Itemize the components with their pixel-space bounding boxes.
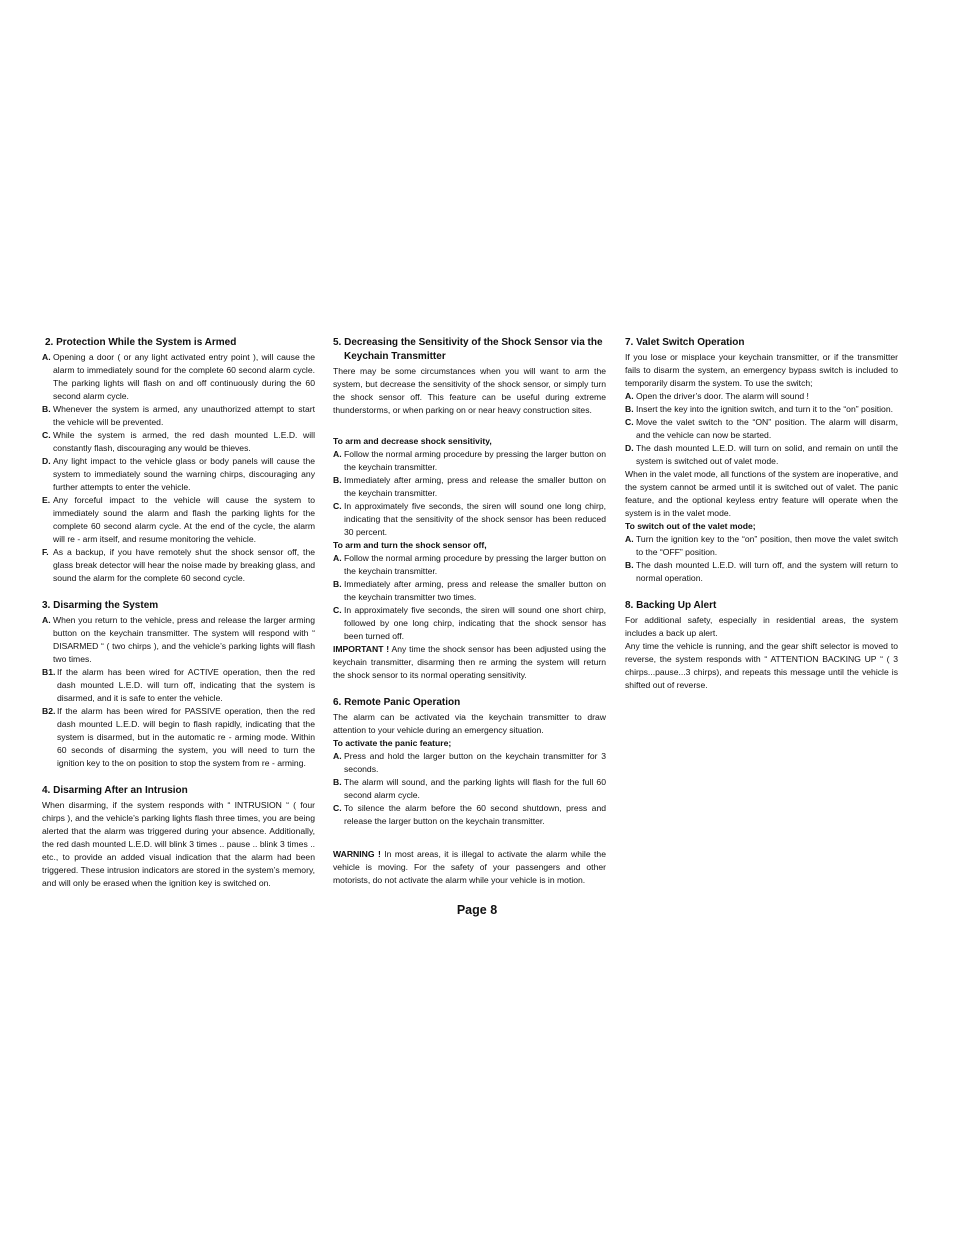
panic-list (333, 750, 606, 828)
item-text: As a backup, if you have remotely shut the shock sensor off, the glass break detector will hear the noise made by breaking glass, and sound the alarm for the complete 60 second cycle. (53, 547, 315, 583)
page-number: Page 8 (456, 903, 498, 917)
item-letter: A. (333, 751, 342, 761)
backup-text-1: For additional safety, especially in residential areas, the system includes a back up alert. (625, 615, 898, 638)
item-letter: E. (42, 495, 51, 505)
item-text: The dash mounted L.E.D. will turn on solid, and remain on until the system is switched out of valet mode. (636, 443, 898, 466)
item-text: The dash mounted L.E.D. will turn off, and the system will return to normal operation. (636, 560, 898, 583)
item-letter: B2. (42, 706, 56, 716)
item-text: In approximately five seconds, the siren will sound one short chirp, followed by one long chirp, indicating that the shock sensor has been turned off. (344, 605, 606, 641)
item-text: If the alarm has been wired for ACTIVE operation, then the red dash mounted L.E.D. will turn off, indicating that the system is disarmed, and it is safe to enter the vehicle. (57, 667, 315, 703)
backup-text-2: Any time the vehicle is running, and the gear shift selector is moved to reverse, the system responds with “ ATTENTION BACKING UP “ ( 3 chirps...pause...3 chirps), and repeats this message until the vehicle is shifted out of reverse. (625, 641, 898, 690)
column-right (625, 336, 898, 692)
list-item (42, 455, 315, 494)
item-text: To silence the alarm before the 60 second shutdown, press and release the larger button on the keychain transmitter. (344, 803, 606, 826)
warning-label: WARNING ! (333, 849, 381, 859)
valet-exit-list (625, 533, 898, 585)
list-item (42, 494, 315, 546)
item-letter: D. (625, 443, 634, 453)
item-text: When you return to the vehicle, press and release the larger arming button on the keychain transmitter. The system will respond with “ DISARMED “ ( two chirps ), and the vehicle’s parking lights will flash two times. (53, 615, 315, 664)
column-middle (333, 336, 606, 887)
list-item (333, 500, 606, 539)
list-item (333, 552, 606, 578)
item-letter: B. (333, 475, 342, 485)
valet-mode-text: When in the valet mode, all functions of the system are inoperative, and the system cannot be armed until it is switched out of valet. The panic feature, and the optional keyless entry feature will operate when the system is in the valet mode. (625, 469, 898, 518)
panic-intro: The alarm can be activated via the keychain transmitter to draw attention to your vehicle during an emergency situation. (333, 712, 606, 735)
item-text: Immediately after arming, press and release the smaller button on the keychain transmitter two times. (344, 579, 606, 602)
item-letter: B1. (42, 667, 56, 677)
item-letter: C. (42, 430, 51, 440)
sensor-off-heading: To arm and turn the shock sensor off, (333, 540, 487, 550)
list-item (42, 546, 315, 585)
item-text: Follow the normal arming procedure by pressing the larger button on the keychain transmitter. (344, 449, 606, 472)
important-label: IMPORTANT ! (333, 644, 390, 654)
section-title-shock-sensor: 5. Decreasing the Sensitivity of the Shock Sensor via the Keychain Transmitter (333, 337, 603, 362)
decrease-sensitivity-heading: To arm and decrease shock sensitivity, (333, 436, 492, 446)
item-text: Follow the normal arming procedure by pressing the larger button on the keychain transmitter. (344, 553, 606, 576)
item-text: Move the valet switch to the “ON” position. The alarm will disarm, and the vehicle can now be started. (636, 417, 898, 440)
item-text: Turn the ignition key to the “on” position, then move the valet switch to the “OFF” position. (636, 534, 898, 557)
list-item (333, 750, 606, 776)
list-item (42, 351, 315, 403)
item-letter: C. (625, 417, 634, 427)
list-item (333, 474, 606, 500)
list-item (42, 403, 315, 429)
item-text: Immediately after arming, press and release the smaller button on the keychain transmitter. (344, 475, 606, 498)
item-letter: A. (625, 534, 634, 544)
item-letter: C. (333, 501, 342, 511)
warning-text: In most areas, it is illegal to activate the alarm while the vehicle is moving. For the safety of your passengers and other motorists, do not activate the alarm while your vehicle is in motion. (333, 849, 606, 885)
section-title-backup: 8. Backing Up Alert (625, 600, 717, 611)
shock-sensor-intro: There may be some circumstances when you will want to arm the system, but decrease the sensitivity of the shock sensor, or simply turn the shock sensor off. This feature can be useful during extreme thunderstorms, or when parking on or near heavy construction sites. (333, 366, 606, 415)
section-title-panic: 6. Remote Panic Operation (333, 697, 461, 708)
sensor-off-list (333, 552, 606, 643)
item-text: Insert the key into the ignition switch, and turn it to the “on” position. (636, 404, 893, 414)
list-item (42, 705, 315, 770)
item-letter: A. (333, 553, 342, 563)
item-text: Any forceful impact to the vehicle will cause the system to immediately sound the alarm and flash the parking lights for the complete 60 second alarm cycle. At the end of the cycle, the alarm will re - arm itself, and resume monitoring the vehicle. (53, 495, 315, 544)
item-text: Open the driver’s door. The alarm will sound ! (636, 391, 809, 401)
section-title-disarming: 3. Disarming the System (42, 600, 159, 611)
item-letter: F. (42, 547, 49, 557)
list-item (625, 533, 898, 559)
valet-intro: If you lose or misplace your keychain transmitter, or if the transmitter fails to disarm the system, an emergency bypass switch is included to temporarily disarm the system. To use the switch; (625, 352, 898, 388)
valet-exit-heading: To switch out of the valet mode; (625, 521, 756, 531)
list-item (625, 559, 898, 585)
item-text: The alarm will sound, and the parking lights will flash for the full 60 second alarm cycle. (344, 777, 606, 800)
section-title-valet: 7. Valet Switch Operation (625, 337, 745, 348)
item-letter: A. (333, 449, 342, 459)
list-item (42, 614, 315, 666)
list-item (625, 442, 898, 468)
protection-list (42, 351, 315, 585)
list-item (333, 802, 606, 828)
item-letter: B. (333, 579, 342, 589)
item-letter: C. (333, 803, 342, 813)
list-item (42, 429, 315, 455)
item-text: In approximately five seconds, the siren will sound one long chirp, indicating that the sensitivity of the shock sensor has been reduced 30 percent. (344, 501, 606, 537)
item-text: Opening a door ( or any light activated entry point ), will cause the alarm to immediately sound for the complete 60 second alarm cycle. The parking lights will flash on and off continuously during the 60 second alarm cycle. (53, 352, 315, 401)
important-note (333, 643, 606, 682)
item-letter: B. (333, 777, 342, 787)
list-item (333, 448, 606, 474)
intrusion-text: When disarming, if the system responds with “ INTRUSION “ ( four chirps ), and the vehicle’s parking lights flash three times, you are being alerted that the alarm was triggered during your absence. Additionally, the red dash mounted L.E.D. will blink 3 times .. pause .. blink 3 times .. etc., to provide an added visual indication that the alarm had been triggered. These intrusion indicators are stored in the system’s memory, and will only be erased when the ignition key is switched on. (42, 800, 315, 888)
item-letter: A. (42, 615, 51, 625)
list-item (333, 578, 606, 604)
list-item (625, 416, 898, 442)
section-title-intrusion: 4. Disarming After an Intrusion (42, 785, 188, 796)
item-letter: C. (333, 605, 342, 615)
panic-heading: To activate the panic feature; (333, 738, 452, 748)
item-letter: D. (42, 456, 51, 466)
warning-note (333, 848, 606, 887)
section-title-protection: 2. Protection While the System is Armed (45, 337, 237, 348)
item-text: While the system is armed, the red dash mounted L.E.D. will constantly flash, discouraging any would be thieves. (53, 430, 315, 453)
item-letter: A. (625, 391, 634, 401)
list-item (333, 604, 606, 643)
list-item (625, 403, 898, 416)
item-letter: A. (42, 352, 51, 362)
item-text: Press and hold the larger button on the keychain transmitter for 3 seconds. (344, 751, 606, 774)
item-text: If the alarm has been wired for PASSIVE operation, then the red dash mounted L.E.D. will begin to flash rapidly, indicating that the system is disarmed, but in the automatic re - arming mode. Within 60 seconds of disarming the system, you will need to turn the ignition key to the on position to stop the system from re - arming. (57, 706, 315, 768)
item-letter: B. (625, 560, 634, 570)
list-item (625, 390, 898, 403)
item-text: Any light impact to the vehicle glass or body panels will cause the system to immediately sound the warning chirps, discouraging any further attempts to enter the vehicle. (53, 456, 315, 492)
item-text: Whenever the system is armed, any unauthorized attempt to start the vehicle will be prevented. (53, 404, 315, 427)
valet-list (625, 390, 898, 468)
list-item (42, 666, 315, 705)
item-letter: B. (42, 404, 51, 414)
list-item (333, 776, 606, 802)
decrease-sensitivity-list (333, 448, 606, 539)
item-letter: B. (625, 404, 634, 414)
disarming-list (42, 614, 315, 770)
important-text: Any time the shock sensor has been adjusted using the keychain transmitter, disarming then re arming the system will return the shock sensor to its normal operating sensitivity. (333, 644, 606, 680)
column-left (42, 336, 315, 890)
